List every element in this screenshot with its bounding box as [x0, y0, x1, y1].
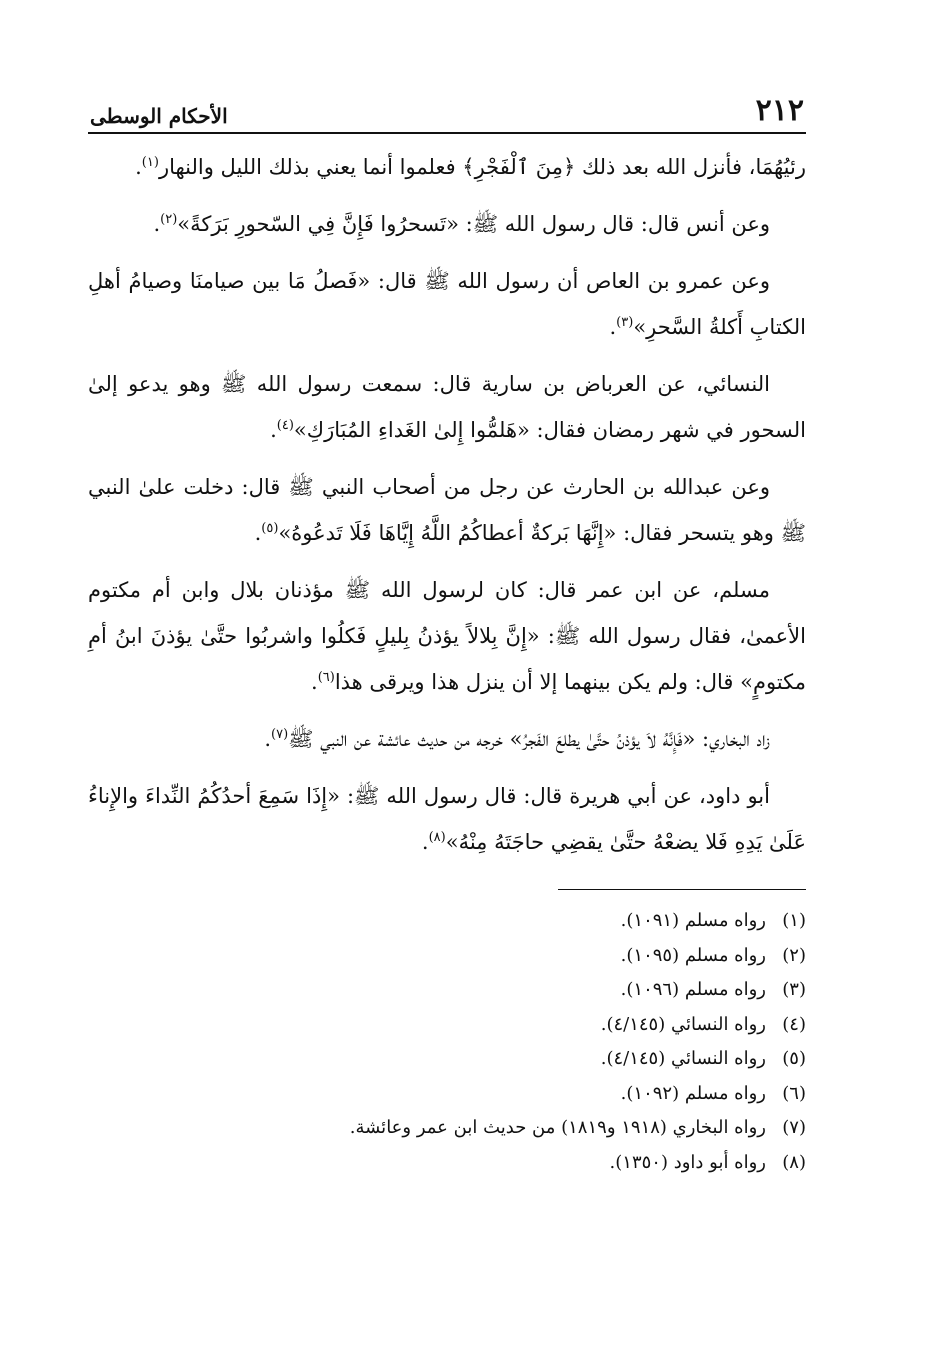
paragraph-text: وعن أنس قال: قال رسول الله ﷺ: «تَسحرُوا فَإِنَّ فِي السّحورِ بَرَكةً» — [177, 212, 770, 236]
paragraph-text: رئيُهُمَا، فأنزل الله بعد ذلك ﴿مِنَ ٱلْفَجْرِ﴾ فعلموا أنما يعني بذلك الليل والنهار — [158, 155, 806, 179]
paragraph-end: . — [153, 212, 161, 236]
paragraph — [88, 567, 806, 705]
paragraph-text: مسلم، عن ابن عمر قال: كان لرسول الله ﷺ مؤذنان بلال وابن أم مكتوم الأعمىٰ، فقال رسول الله ﷺ: «إِنَّ بِلالاً يؤذنُ بِليلٍ فَكلُوا واشربُوا حتَّىٰ يؤذنَ ابنُ أمِ مكتومٍ» قال: ولم يكن بينهما إلا أن ينزل هذا ويرقى هذا — [88, 578, 806, 694]
footnote-text: رواه مسلم (١٠٩٦). — [620, 979, 766, 1000]
paragraph — [88, 716, 806, 762]
footnotes — [88, 904, 806, 1180]
paragraph-text: وعن عمرو بن العاص أن رسول الله ﷺ قال: «فَصلُ مَا بين صيامنَا وصيامُ أهلِ الكتابِ أَكلةُ السَّحرِ» — [88, 269, 806, 339]
footnote-ref: (٧) — [271, 727, 289, 742]
paragraph-end: . — [264, 727, 271, 751]
footnote-ref: (٨) — [428, 830, 446, 845]
footnote — [88, 1077, 806, 1112]
footnote-text: رواه مسلم (١٠٩١). — [620, 910, 766, 931]
footnote-text: رواه مسلم (١٠٩٥). — [620, 944, 766, 966]
paragraph — [88, 201, 806, 247]
paragraph — [88, 258, 806, 350]
paragraph — [88, 464, 806, 556]
paragraph-end: . — [135, 155, 142, 179]
paragraph-text: وعن عبدالله بن الحارث عن رجل من أصحاب النبي ﷺ قال: دخلت علىٰ النبي ﷺ وهو يتسحر فقال: «إِنَّهَا بَركةٌ أعطاكُمُ اللَّهُ إِيَّاهَا فَلَا تَدعُوهُ» — [88, 475, 806, 545]
paragraph-end: . — [254, 521, 262, 545]
footnote-text: رواه مسلم (١٠٩٢). — [620, 1082, 766, 1104]
footnote — [88, 1042, 806, 1077]
footnote-number: (٦) — [782, 1082, 806, 1104]
running-title: الأحكام الوسطى — [90, 104, 228, 128]
paragraph-text: أبو داود، عن أبي هريرة قال: قال رسول الله ﷺ: «إِذَا سَمِعَ أحدُكُمُ النِّداءَ والإِناءُ عَلَىٰ يَدِهِ فَلا يضعْهُ حتَّىٰ يقضِي حاجَتَهُ مِنْهُ» — [88, 784, 806, 854]
footnote — [88, 904, 806, 939]
paragraph — [88, 361, 806, 453]
footnote-number: (٨) — [782, 1151, 806, 1173]
footnote-number: (١) — [782, 910, 806, 931]
footnote-ref: (٦) — [317, 670, 335, 685]
footnote-ref: (١) — [141, 155, 159, 170]
paragraph-text: زاد البخاري: «فَإِنَّهُ لاَ يؤذنُ حتَّىٰ يطلعَ الفَجرُ» خرجه من حديث عائشة عن النبي ﷺ — [288, 727, 770, 751]
footnote-text: رواه النسائي (٤/١٤٥). — [600, 1013, 766, 1035]
paragraph-text: النسائي، عن العرباض بن سارية قال: سمعت رسول الله ﷺ وهو يدعو إلىٰ السحور في شهر رمضان فقال: «هَلمُّوا إِلىٰ الغَداءِ المُبَارَكِ» — [88, 372, 806, 442]
footnote-number: (٥) — [782, 1048, 806, 1069]
footnote-ref: (٤) — [276, 418, 294, 433]
paragraph — [88, 144, 806, 190]
running-head — [88, 88, 806, 134]
footnote-ref: (٣) — [616, 315, 634, 330]
footnote-ref: (٥) — [261, 521, 279, 536]
page-number: ٢١٢ — [755, 93, 804, 128]
footnote — [88, 939, 806, 974]
footnote — [88, 973, 806, 1008]
book-page — [88, 88, 806, 1180]
footnote-number: (٢) — [782, 944, 806, 966]
paragraph-end: . — [609, 315, 617, 339]
footnote-ref: (٢) — [160, 212, 178, 227]
footnote-text: رواه البخاري (١٩١٨ و١٨١٩) من حديث ابن عمر وعائشة. — [349, 1117, 766, 1138]
paragraph — [88, 773, 806, 865]
footnote — [88, 1146, 806, 1181]
paragraph-end: . — [311, 670, 318, 694]
footnote-text: رواه النسائي (٤/١٤٥). — [600, 1048, 766, 1069]
footnote-text: رواه أبو داود (١٣٥٠). — [609, 1151, 766, 1173]
paragraph-end: . — [421, 830, 429, 854]
footnote-number: (٣) — [782, 979, 806, 1000]
footnote — [88, 1008, 806, 1043]
footnote-number: (٤) — [782, 1013, 806, 1035]
footnote-separator — [558, 889, 806, 890]
main-text — [88, 144, 806, 865]
paragraph-end: . — [270, 418, 277, 442]
footnote-number: (٧) — [782, 1117, 806, 1138]
footnote — [88, 1111, 806, 1146]
